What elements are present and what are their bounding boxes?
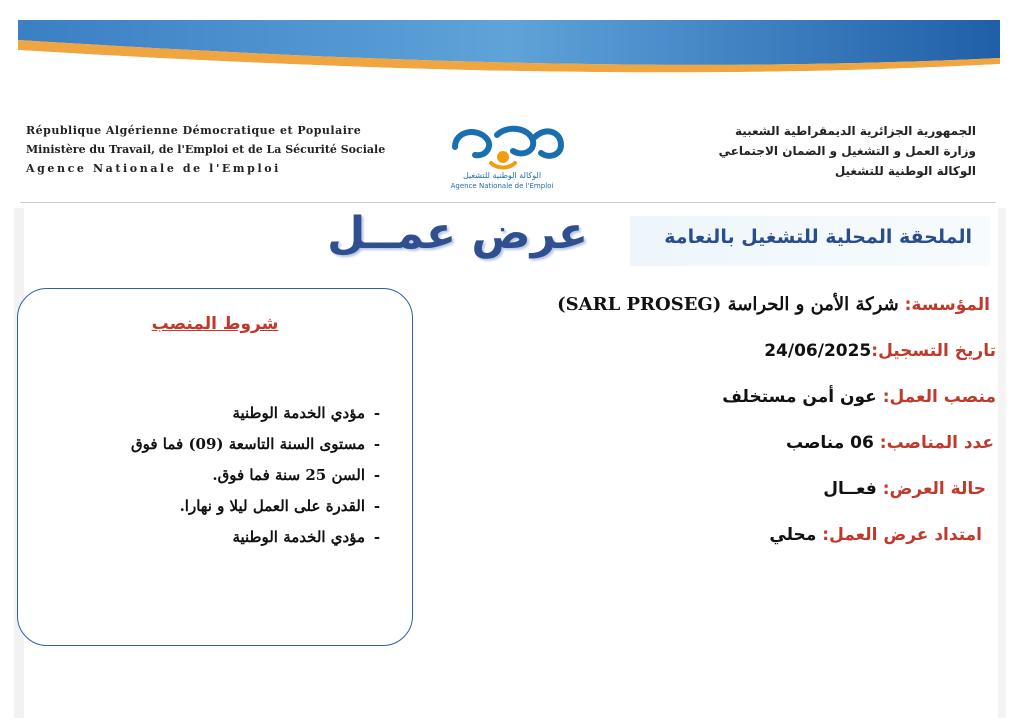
scope-value: محلي: [769, 525, 817, 545]
post-value: عون أمن مستخلف: [722, 387, 877, 407]
offer-details: [436, 290, 996, 566]
ar-republic-line: الجمهورية الجزائرية الديمقراطية الشعبية: [734, 124, 976, 138]
ar-ministry-line: وزارة العمل و التشغيل و الضمان الاجتماعي: [718, 144, 976, 158]
fr-agency-line: Agence Nationale de l'Emploi: [26, 162, 281, 175]
annex-name: الملحقة المحلية للتشغيل بالنعامة: [664, 226, 972, 248]
arabic-header: [556, 121, 976, 181]
detail-post-count: [436, 428, 994, 474]
detail-organization: [436, 290, 990, 336]
fr-ministry-line: Ministère du Travail, de l'Emploi et de La Sécurité Sociale: [26, 143, 386, 156]
condition-item: -مستوى السنة التاسعة (09) فما فوق: [19, 429, 389, 460]
detail-job-post: [436, 382, 996, 428]
dash-bullet-icon: -: [373, 497, 381, 515]
condition-item: -مؤدي الخدمة الوطنية: [19, 522, 389, 553]
dash-bullet-icon: -: [373, 466, 381, 484]
dash-bullet-icon: -: [373, 435, 381, 453]
dash-bullet-icon: -: [373, 404, 381, 422]
dash-bullet-icon: -: [373, 528, 381, 546]
organization-label: المؤسسة:: [904, 295, 990, 315]
state-value: فعــال: [823, 479, 877, 499]
detail-offer-state: [436, 474, 986, 520]
conditions-list: [19, 398, 389, 553]
header-wave-banner: [0, 0, 1024, 100]
state-label: حالة العرض:: [882, 479, 986, 499]
header-divider: [20, 202, 996, 203]
organization-value: شركة الأمن و الحراسة (SARL PROSEG): [557, 294, 899, 315]
condition-item: -السن 25 سنة فما فوق.: [19, 460, 389, 491]
page-title: عرض عمــل: [327, 208, 588, 259]
detail-offer-scope: [436, 520, 982, 566]
right-edge-shade: [998, 208, 1006, 718]
french-header: [26, 121, 426, 178]
conditions-title: شروط المنصب: [151, 314, 279, 334]
post-label: منصب العمل:: [882, 387, 996, 407]
condition-item: -مؤدي الخدمة الوطنية: [19, 398, 389, 429]
condition-item: -القدرة على العمل ليلا و نهارا.: [19, 491, 389, 522]
logo-arabic-caption: الوكالة الوطنية للتشغيل: [462, 171, 542, 180]
scope-label: امتداد عرض العمل:: [822, 525, 982, 545]
fr-republic-line: République Algérienne Démocratique et Populaire: [26, 124, 362, 137]
detail-registration-date: [436, 336, 996, 382]
count-label: عدد المناصب:: [879, 433, 994, 453]
logo-french-caption: Agence Nationale de l'Emploi: [450, 182, 554, 190]
ar-agency-line: الوكالة الوطنية للتشغيل: [834, 164, 976, 178]
count-value: 06 مناصب: [785, 433, 874, 453]
date-label: تاريخ التسجيل:: [871, 341, 996, 361]
date-value: 24/06/2025: [764, 341, 872, 361]
